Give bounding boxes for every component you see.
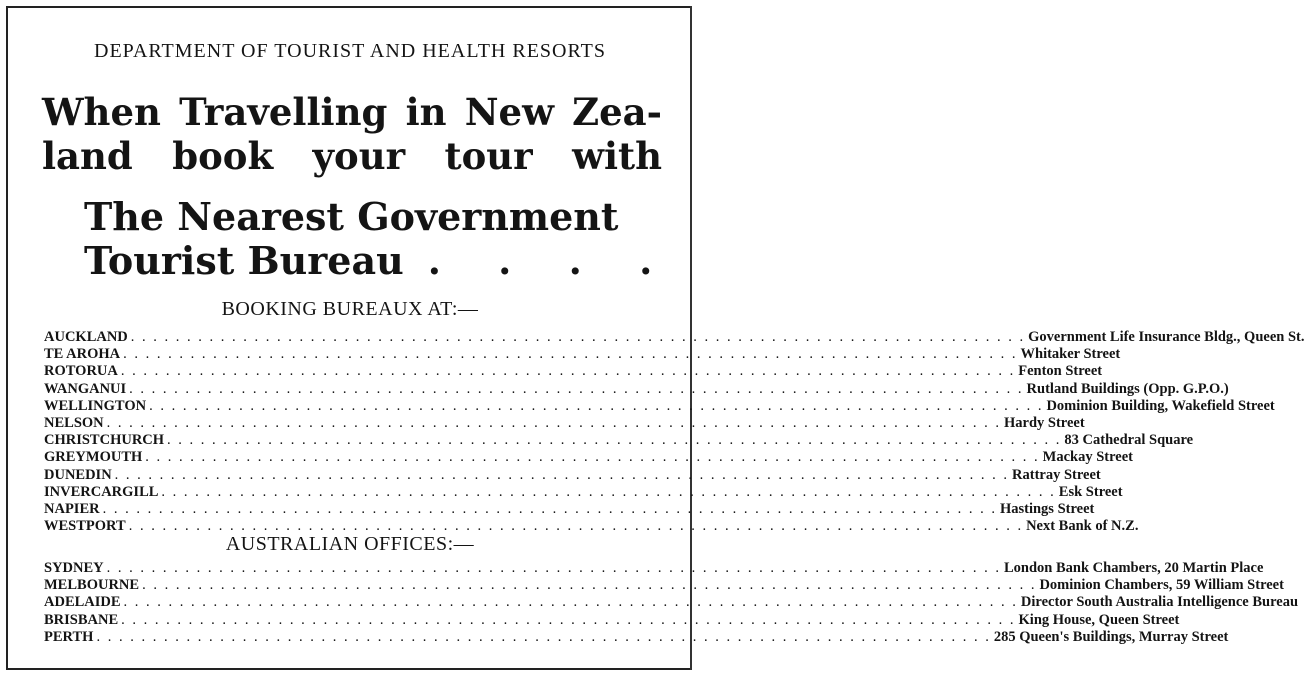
list-item	[44, 466, 1101, 484]
city-name: BRISBANE	[44, 611, 119, 628]
australian-list	[44, 560, 1299, 646]
city-name: INVERCARGILL	[44, 483, 159, 500]
headline-line-4-wrap	[84, 238, 675, 283]
office-address: Dominion Building, Wakefield Street	[1046, 397, 1275, 414]
city-name: NELSON	[44, 414, 104, 431]
office-address: Government Life Insurance Bldg., Queen St.	[1028, 329, 1304, 345]
list-item	[44, 611, 1180, 629]
list-item	[44, 500, 1095, 518]
list-item	[44, 560, 1264, 577]
office-address: Rattray Street	[1012, 466, 1101, 483]
dot-leader: . . . . . . . . . . . . . . . . . . . . . . . . . . . . . . . . . . . . . . . . . . . . . . . . . . . . . . . . . . . . . . . . . . . . . . . . . . . . . . . .	[128, 518, 1024, 535]
dot-leader: . . . . . . . . . . . . . . . . . . . . . . . . . . . . . . . . . . . . . . . . . . . . . . . . . . . . . . . . . . . . . . . . . . . . . . . . . . . . . . . .	[149, 397, 1044, 414]
dot-leader: . . . . . . . . . . . . . . . . . . . . . . . . . . . . . . . . . . . . . . . . . . . . . . . . . . . . . . . . . . . . . . . . . . . . . . . . . . . . . . . .	[161, 483, 1056, 500]
booking-list	[44, 329, 1304, 535]
list-item	[44, 432, 1194, 449]
city-name: TE AROHA	[44, 346, 121, 363]
australian-heading: AUSTRALIAN OFFICES:—	[225, 533, 475, 555]
office-address: Esk Street	[1058, 483, 1123, 500]
headline-line-4: Tourist Bureau	[84, 238, 404, 283]
list-item	[44, 628, 1229, 646]
dot-leader: . . . . . . . . . . . . . . . . . . . . . . . . . . . . . . . . . . . . . . . . . . . . . . . . . . . . . . . . . . . . . . . . . . . . . . . . . . . . . . . .	[121, 611, 1016, 628]
headline	[42, 90, 662, 178]
office-address: King House, Queen Street	[1018, 611, 1180, 628]
dot-leader: . . . . . . . . . . . . . . . . . . . . . . . . . . . . . . . . . . . . . . . . . . . . . . . . . . . . . . . . . . . . . . . . . . . . . . . . . . . . . . . .	[130, 329, 1026, 345]
city-name: GREYMOUTH	[44, 449, 143, 466]
list-item	[44, 483, 1123, 501]
office-address: London Bank Chambers, 20 Martin Place	[1004, 560, 1264, 576]
city-name: PERTH	[44, 628, 94, 645]
dot-leader: . . . . . . . . . . . . . . . . . . . . . . . . . . . . . . . . . . . . . . . . . . . . . . . . . . . . . . . . . . . . . . . . . . . . . . . . . . . . . . . .	[129, 380, 1024, 397]
dot-leader: . . . . . . . . . . . . . . . . . . . . . . . . . . . . . . . . . . . . . . . . . . . . . . . . . . . . . . . . . . . . . . . . . . . . . . . . . . . . . . . .	[96, 628, 991, 645]
list-item	[44, 363, 1103, 380]
city-name: DUNEDIN	[44, 466, 112, 483]
office-address: Mackay Street	[1042, 449, 1133, 466]
office-address: Hastings Street	[999, 500, 1095, 517]
list-item	[44, 414, 1085, 432]
department-title: DEPARTMENT OF TOURIST AND HEALTH RESORTS	[94, 40, 606, 62]
dot-leader: . . . . . . . . . . . . . . . . . . . . . . . . . . . . . . . . . . . . . . . . . . . . . . . . . . . . . . . . . . . . . . . . . . . . . . . . . . . . . . . .	[106, 414, 1002, 431]
city-name: WANGANUI	[44, 380, 127, 397]
office-address: Whitaker Street	[1020, 346, 1121, 363]
list-item	[44, 594, 1299, 611]
office-address: Fenton Street	[1018, 363, 1103, 380]
city-name: ROTORUA	[44, 363, 118, 380]
city-name: WELLINGTON	[44, 397, 147, 414]
list-item	[44, 329, 1304, 346]
headline-line-1: When Travelling in New Zea-	[42, 90, 662, 134]
dot-leader: . . . . . . . . . . . . . . . . . . . . . . . . . . . . . . . . . . . . . . . . . . . . . . . . . . . . . . . . . . . . . . . . . . . . . . . . . . . . . . . .	[142, 577, 1037, 594]
office-address: 83 Cathedral Square	[1064, 432, 1194, 449]
office-address: 285 Queen's Buildings, Murray Street	[993, 628, 1229, 645]
dot-leader: . . . . . . . . . . . . . . . . . . . . . . . . . . . . . . . . . . . . . . . . . . . . . . . . . . . . . . . . . . . . . . . . . . . . . . . . . . . . . . . .	[167, 432, 1062, 449]
city-name: MELBOURNE	[44, 577, 140, 594]
city-name: AUCKLAND	[44, 329, 128, 345]
office-address: Rutland Buildings (Opp. G.P.O.)	[1026, 380, 1229, 397]
city-name: SYDNEY	[44, 560, 104, 576]
list-item	[44, 346, 1121, 363]
office-address: Dominion Chambers, 59 William Street	[1039, 577, 1284, 594]
dot-leader: . . . . . . . . . . . . . . . . . . . . . . . . . . . . . . . . . . . . . . . . . . . . . . . . . . . . . . . . . . . . . . . . . . . . . . . . . . . . . . . .	[123, 346, 1018, 363]
headline-line-3: The Nearest Government	[84, 194, 619, 239]
headline-dots: . . . .	[427, 238, 675, 283]
headline-line-2: land book your tour with	[42, 134, 662, 178]
list-item	[44, 577, 1284, 594]
headline-bureau	[84, 194, 675, 283]
city-name: ADELAIDE	[44, 594, 121, 611]
booking-heading: BOOKING BUREAUX AT:—	[221, 298, 479, 320]
list-item	[44, 449, 1133, 466]
office-address: Next Bank of N.Z.	[1026, 518, 1139, 535]
dot-leader: . . . . . . . . . . . . . . . . . . . . . . . . . . . . . . . . . . . . . . . . . . . . . . . . . . . . . . . . . . . . . . . . . . . . . . . . . . . . . . . .	[120, 363, 1016, 380]
city-name: WESTPORT	[44, 518, 126, 535]
city-name: NAPIER	[44, 500, 100, 517]
dot-leader: . . . . . . . . . . . . . . . . . . . . . . . . . . . . . . . . . . . . . . . . . . . . . . . . . . . . . . . . . . . . . . . . . . . . . . . . . . . . . . . .	[123, 594, 1018, 611]
office-address: Director South Australia Intelligence Bureau	[1020, 594, 1299, 611]
dot-leader: . . . . . . . . . . . . . . . . . . . . . . . . . . . . . . . . . . . . . . . . . . . . . . . . . . . . . . . . . . . . . . . . . . . . . . . . . . . . . . . .	[114, 466, 1010, 483]
city-name: CHRISTCHURCH	[44, 432, 165, 449]
list-item	[44, 397, 1275, 415]
dot-leader: . . . . . . . . . . . . . . . . . . . . . . . . . . . . . . . . . . . . . . . . . . . . . . . . . . . . . . . . . . . . . . . . . . . . . . . . . . . . . . . .	[145, 449, 1040, 466]
dot-leader: . . . . . . . . . . . . . . . . . . . . . . . . . . . . . . . . . . . . . . . . . . . . . . . . . . . . . . . . . . . . . . . . . . . . . . . . . . . . . . . .	[106, 560, 1001, 576]
list-item	[44, 380, 1229, 398]
office-address: Hardy Street	[1004, 414, 1085, 431]
dot-leader: . . . . . . . . . . . . . . . . . . . . . . . . . . . . . . . . . . . . . . . . . . . . . . . . . . . . . . . . . . . . . . . . . . . . . . . . . . . . . . . .	[102, 500, 997, 517]
